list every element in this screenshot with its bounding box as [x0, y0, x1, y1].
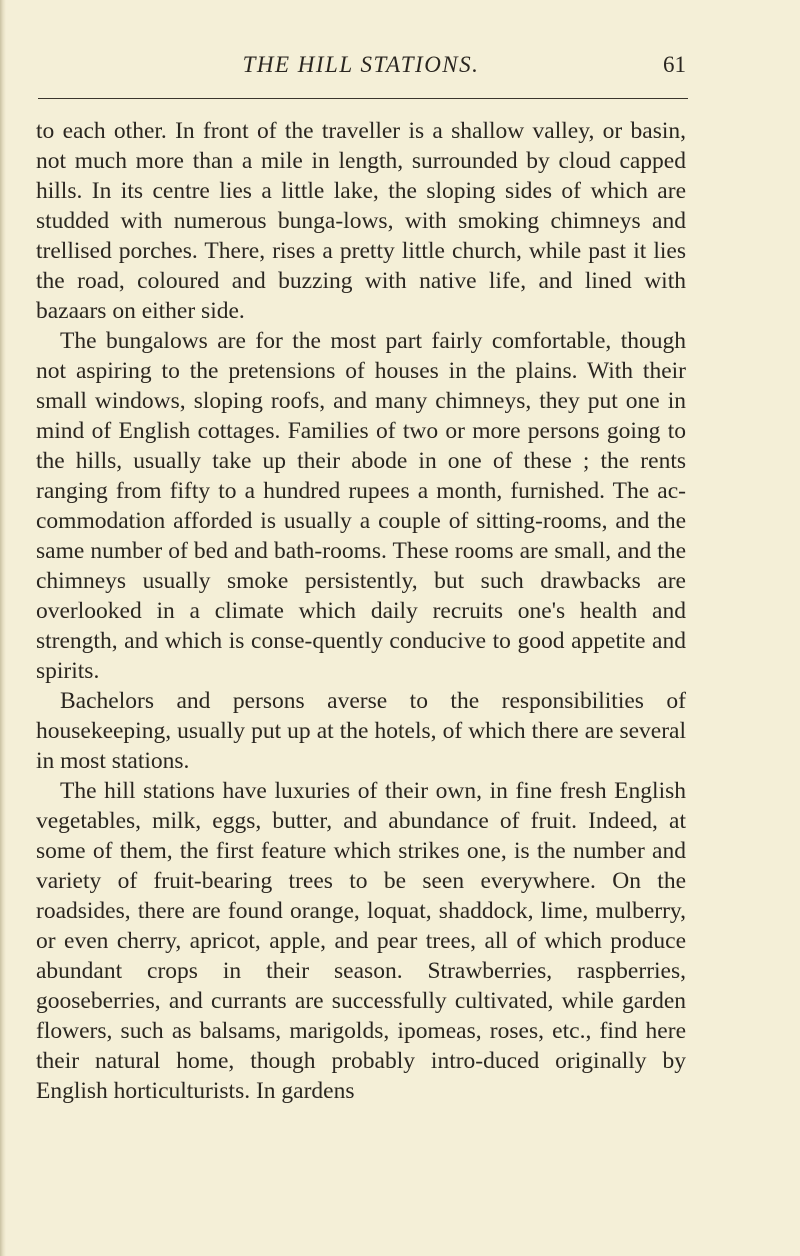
body-text [36, 116, 686, 1106]
running-head [36, 52, 686, 92]
header-rule [38, 98, 688, 99]
paragraph-2: The bungalows are for the most part fairly comfortable, though not aspiring to the pretensions of houses in the plains. With their small windows, sloping roofs, and many chimneys, they put one in mind of English cottages. Families of two or more persons going to the hills, usually take up their abode in one of these ; the rents ranging from fifty to a hundred rupees a month, furnished. The ac-commodation afforded is usually a couple of sitting-rooms, and the same number of bed and bath-rooms. These rooms are small, and the chimneys usually smoke persistently, but such drawbacks are overlooked in a climate which daily recruits one's health and strength, and which is conse-quently conducive to good appetite and spirits. [36, 328, 686, 684]
page-edge-shadow [0, 0, 6, 1256]
page-number: 61 [663, 52, 686, 77]
running-title: THE HILL STATIONS. [242, 52, 480, 77]
paragraph-1: to each other. In front of the traveller is a shallow valley, or basin, not much more than a mile in length, surrounded by cloud capped hills. In its centre lies a little lake, the sloping sides of which are studded with numerous bunga-lows, with smoking chimneys and trellised porches. There, rises a pretty little church, while past it lies the road, coloured and buzzing with native life, and lined with bazaars on either side. [36, 118, 686, 324]
paragraph-4: The hill stations have luxuries of their own, in fine fresh English vegetables, milk, eggs, butter, and abundance of fruit. Indeed, at some of them, the first feature which strikes one, is the number and variety of fruit-bearing trees to be seen everywhere. On the roadsides, there are found orange, loquat, shaddock, lime, mulberry, or even cherry, apricot, apple, and pear trees, all of which produce abundant crops in their season. Strawberries, raspberries, gooseberries, and currants are successfully cultivated, while garden flowers, such as balsams, marigolds, ipomeas, roses, etc., find here their natural home, though probably intro-duced originally by English horticulturists. In gardens [36, 778, 686, 1104]
paragraph-3: Bachelors and persons averse to the responsibilities of housekeeping, usually put up at the hotels, of which there are several in most stations. [36, 688, 686, 774]
